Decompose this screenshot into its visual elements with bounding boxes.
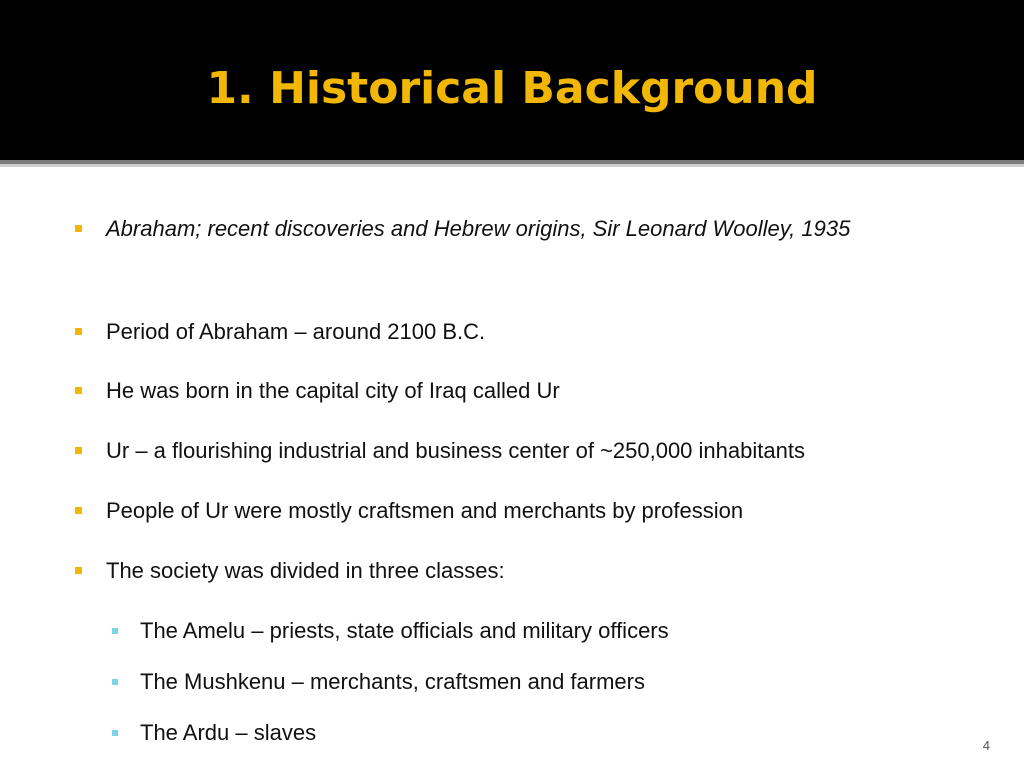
square-bullet-icon	[75, 225, 82, 232]
sub-bullet-item	[140, 614, 940, 648]
square-bullet-icon	[75, 387, 82, 394]
bullet-text: The society was divided in three classes:	[106, 558, 505, 583]
sub-bullet-text: The Amelu – priests, state officials and military officers	[140, 618, 669, 643]
sub-bullet-item	[140, 665, 940, 699]
small-square-bullet-icon	[112, 730, 118, 736]
bullet-item	[106, 315, 956, 349]
bullet-item	[106, 554, 956, 588]
bullet-text: He was born in the capital city of Iraq called Ur	[106, 378, 560, 403]
slide-title: 1. Historical Background	[206, 63, 818, 114]
square-bullet-icon	[75, 567, 82, 574]
sub-bullet-text: The Ardu – slaves	[140, 720, 317, 745]
sub-bullet-text: The Mushkenu – merchants, craftsmen and farmers	[140, 669, 645, 694]
bullet-item	[106, 212, 956, 246]
sub-bullet-item	[140, 716, 940, 750]
square-bullet-icon	[75, 507, 82, 514]
page-number: 4	[982, 738, 990, 753]
small-square-bullet-icon	[112, 679, 118, 685]
bullet-text: Period of Abraham – around 2100 B.C.	[106, 319, 486, 344]
small-square-bullet-icon	[112, 628, 118, 634]
square-bullet-icon	[75, 447, 82, 454]
bullet-item	[106, 494, 956, 528]
bullet-text: Abraham; recent discoveries and Hebrew origins, Sir Leonard Woolley, 1935	[106, 216, 851, 241]
bullet-item	[106, 434, 956, 468]
bullet-text: Ur – a flourishing industrial and business center of ~250,000 inhabitants	[106, 438, 805, 463]
bullet-item	[106, 374, 956, 408]
square-bullet-icon	[75, 328, 82, 335]
bullet-text: People of Ur were mostly craftsmen and merchants by profession	[106, 498, 744, 523]
